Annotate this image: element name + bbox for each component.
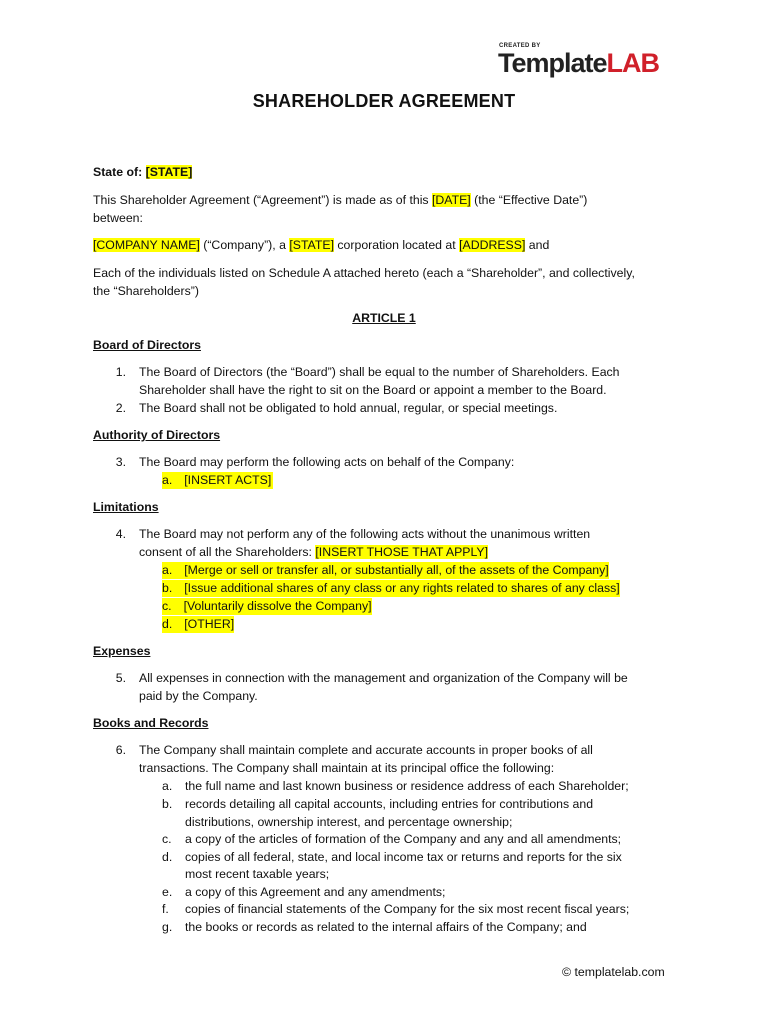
item-6e: a copy of this Agreement and any amendments;	[185, 885, 446, 899]
item-6g: the books or records as related to the internal affairs of the Company; and	[185, 920, 587, 934]
item-3a	[162, 472, 273, 489]
subitem-letter: a.	[162, 779, 173, 793]
item-6f: copies of financial statements of the Company for the six most recent fiscal years;	[185, 902, 630, 916]
item-6d-line-2: most recent taxable years;	[185, 867, 330, 881]
item-4-line-2	[139, 544, 488, 561]
item-number: 2.	[115, 401, 126, 415]
item-3: The Board may perform the following acts on behalf of the Company:	[139, 455, 515, 469]
intro-text-b: (the “Effective Date”)	[470, 193, 588, 207]
item-4c	[162, 598, 372, 615]
subitem-letter: f.	[162, 902, 169, 916]
dissolve-placeholder: [Voluntarily dissolve the Company]	[183, 599, 372, 613]
subitem-letter: b.	[162, 581, 173, 595]
insert-those-placeholder: [INSERT THOSE THAT APPLY]	[315, 545, 489, 559]
item-number: 4.	[115, 527, 126, 541]
item-6-line-2: transactions. The Company shall maintain at its principal office the following:	[139, 761, 555, 775]
insert-acts-placeholder: [INSERT ACTS]	[184, 473, 272, 487]
subitem-letter: c.	[162, 599, 172, 613]
item-1-line-2: Shareholder shall have the right to sit on the Board or appoint a member to the Board.	[139, 383, 607, 397]
item-number: 5.	[115, 671, 126, 685]
section-books-and-records: Books and Records	[93, 716, 209, 730]
logo-wordmark	[498, 48, 659, 78]
section-limitations: Limitations	[93, 500, 159, 514]
company-state-placeholder: [STATE]	[289, 238, 334, 252]
section-expenses: Expenses	[93, 644, 151, 658]
state-label: State of:	[93, 165, 143, 179]
item-6b-line-2: distributions, ownership interest, and percentage ownership;	[185, 815, 513, 829]
intro-text-a: This Shareholder Agreement (“Agreement”) is made as of this	[93, 193, 432, 207]
logo-part-lab: LAB	[606, 48, 660, 78]
subitem-letter: d.	[162, 617, 173, 631]
item-6d-line-1: copies of all federal, state, and local income tax or returns and reports for the six	[185, 850, 622, 864]
item-number: 1.	[115, 365, 126, 379]
section-board-of-directors: Board of Directors	[93, 338, 201, 352]
item-5-line-2: paid by the Company.	[139, 689, 258, 703]
footer-copyright: © templatelab.com	[562, 965, 665, 979]
document-title: SHAREHOLDER AGREEMENT	[252, 91, 516, 111]
address-placeholder: [ADDRESS]	[459, 238, 526, 252]
merge-sell-placeholder: [Merge or sell or transfer all, or substantially all, of the assets of the Company]	[184, 563, 609, 577]
individuals-line-2: the “Shareholders”)	[93, 284, 199, 298]
company-text-a: (“Company”), a	[199, 238, 290, 252]
company-text-c: and	[525, 238, 550, 252]
item-number: 3.	[115, 455, 126, 469]
item-5-line-1: All expenses in connection with the management and organization of the Company will be	[139, 671, 628, 685]
date-placeholder: [DATE]	[432, 193, 471, 207]
intro-line-1	[93, 192, 587, 209]
subitem-letter: e.	[162, 885, 173, 899]
item-4b	[162, 580, 620, 597]
item-6-line-1: The Company shall maintain complete and accurate accounts in proper books of all	[139, 743, 593, 757]
company-name-placeholder: [COMPANY NAME]	[93, 238, 200, 252]
issue-shares-placeholder: [Issue additional shares of any class or any rights related to shares of any class]	[184, 581, 620, 595]
subitem-letter: c.	[162, 832, 172, 846]
item-2: The Board shall not be obligated to hold annual, regular, or special meetings.	[139, 401, 558, 415]
individuals-line-1: Each of the individuals listed on Schedule A attached hereto (each a “Shareholder”, and collectively,	[93, 266, 635, 280]
item-4a	[162, 562, 609, 579]
item-4-text: consent of all the Shareholders:	[139, 545, 316, 559]
item-1-line-1: The Board of Directors (the “Board”) shall be equal to the number of Shareholders. Each	[139, 365, 620, 379]
company-line	[93, 237, 549, 254]
subitem-letter: d.	[162, 850, 173, 864]
item-4-line-1: The Board may not perform any of the following acts without the unanimous written	[139, 527, 591, 541]
item-6c: a copy of the articles of formation of the Company and any and all amendments;	[185, 832, 622, 846]
section-authority-of-directors: Authority of Directors	[93, 428, 221, 442]
state-placeholder: [STATE]	[145, 165, 193, 179]
logo-created-by: CREATED BY	[499, 43, 541, 49]
logo-part-template: Template	[498, 48, 607, 78]
item-6a: the full name and last known business or residence address of each Shareholder;	[185, 779, 629, 793]
item-number: 6.	[115, 743, 126, 757]
subitem-letter: g.	[162, 920, 173, 934]
other-placeholder: [OTHER]	[184, 617, 235, 631]
subitem-letter: a.	[162, 473, 173, 487]
templatelab-logo	[498, 42, 678, 82]
company-text-b: corporation located at	[333, 238, 460, 252]
subitem-letter: a.	[162, 563, 173, 577]
item-4d	[162, 616, 234, 633]
intro-line-2: between:	[93, 211, 143, 225]
article-heading: ARTICLE 1	[352, 311, 416, 325]
subitem-letter: b.	[162, 797, 173, 811]
state-line	[93, 164, 192, 181]
item-6b-line-1: records detailing all capital accounts, including entries for contributions and	[185, 797, 594, 811]
